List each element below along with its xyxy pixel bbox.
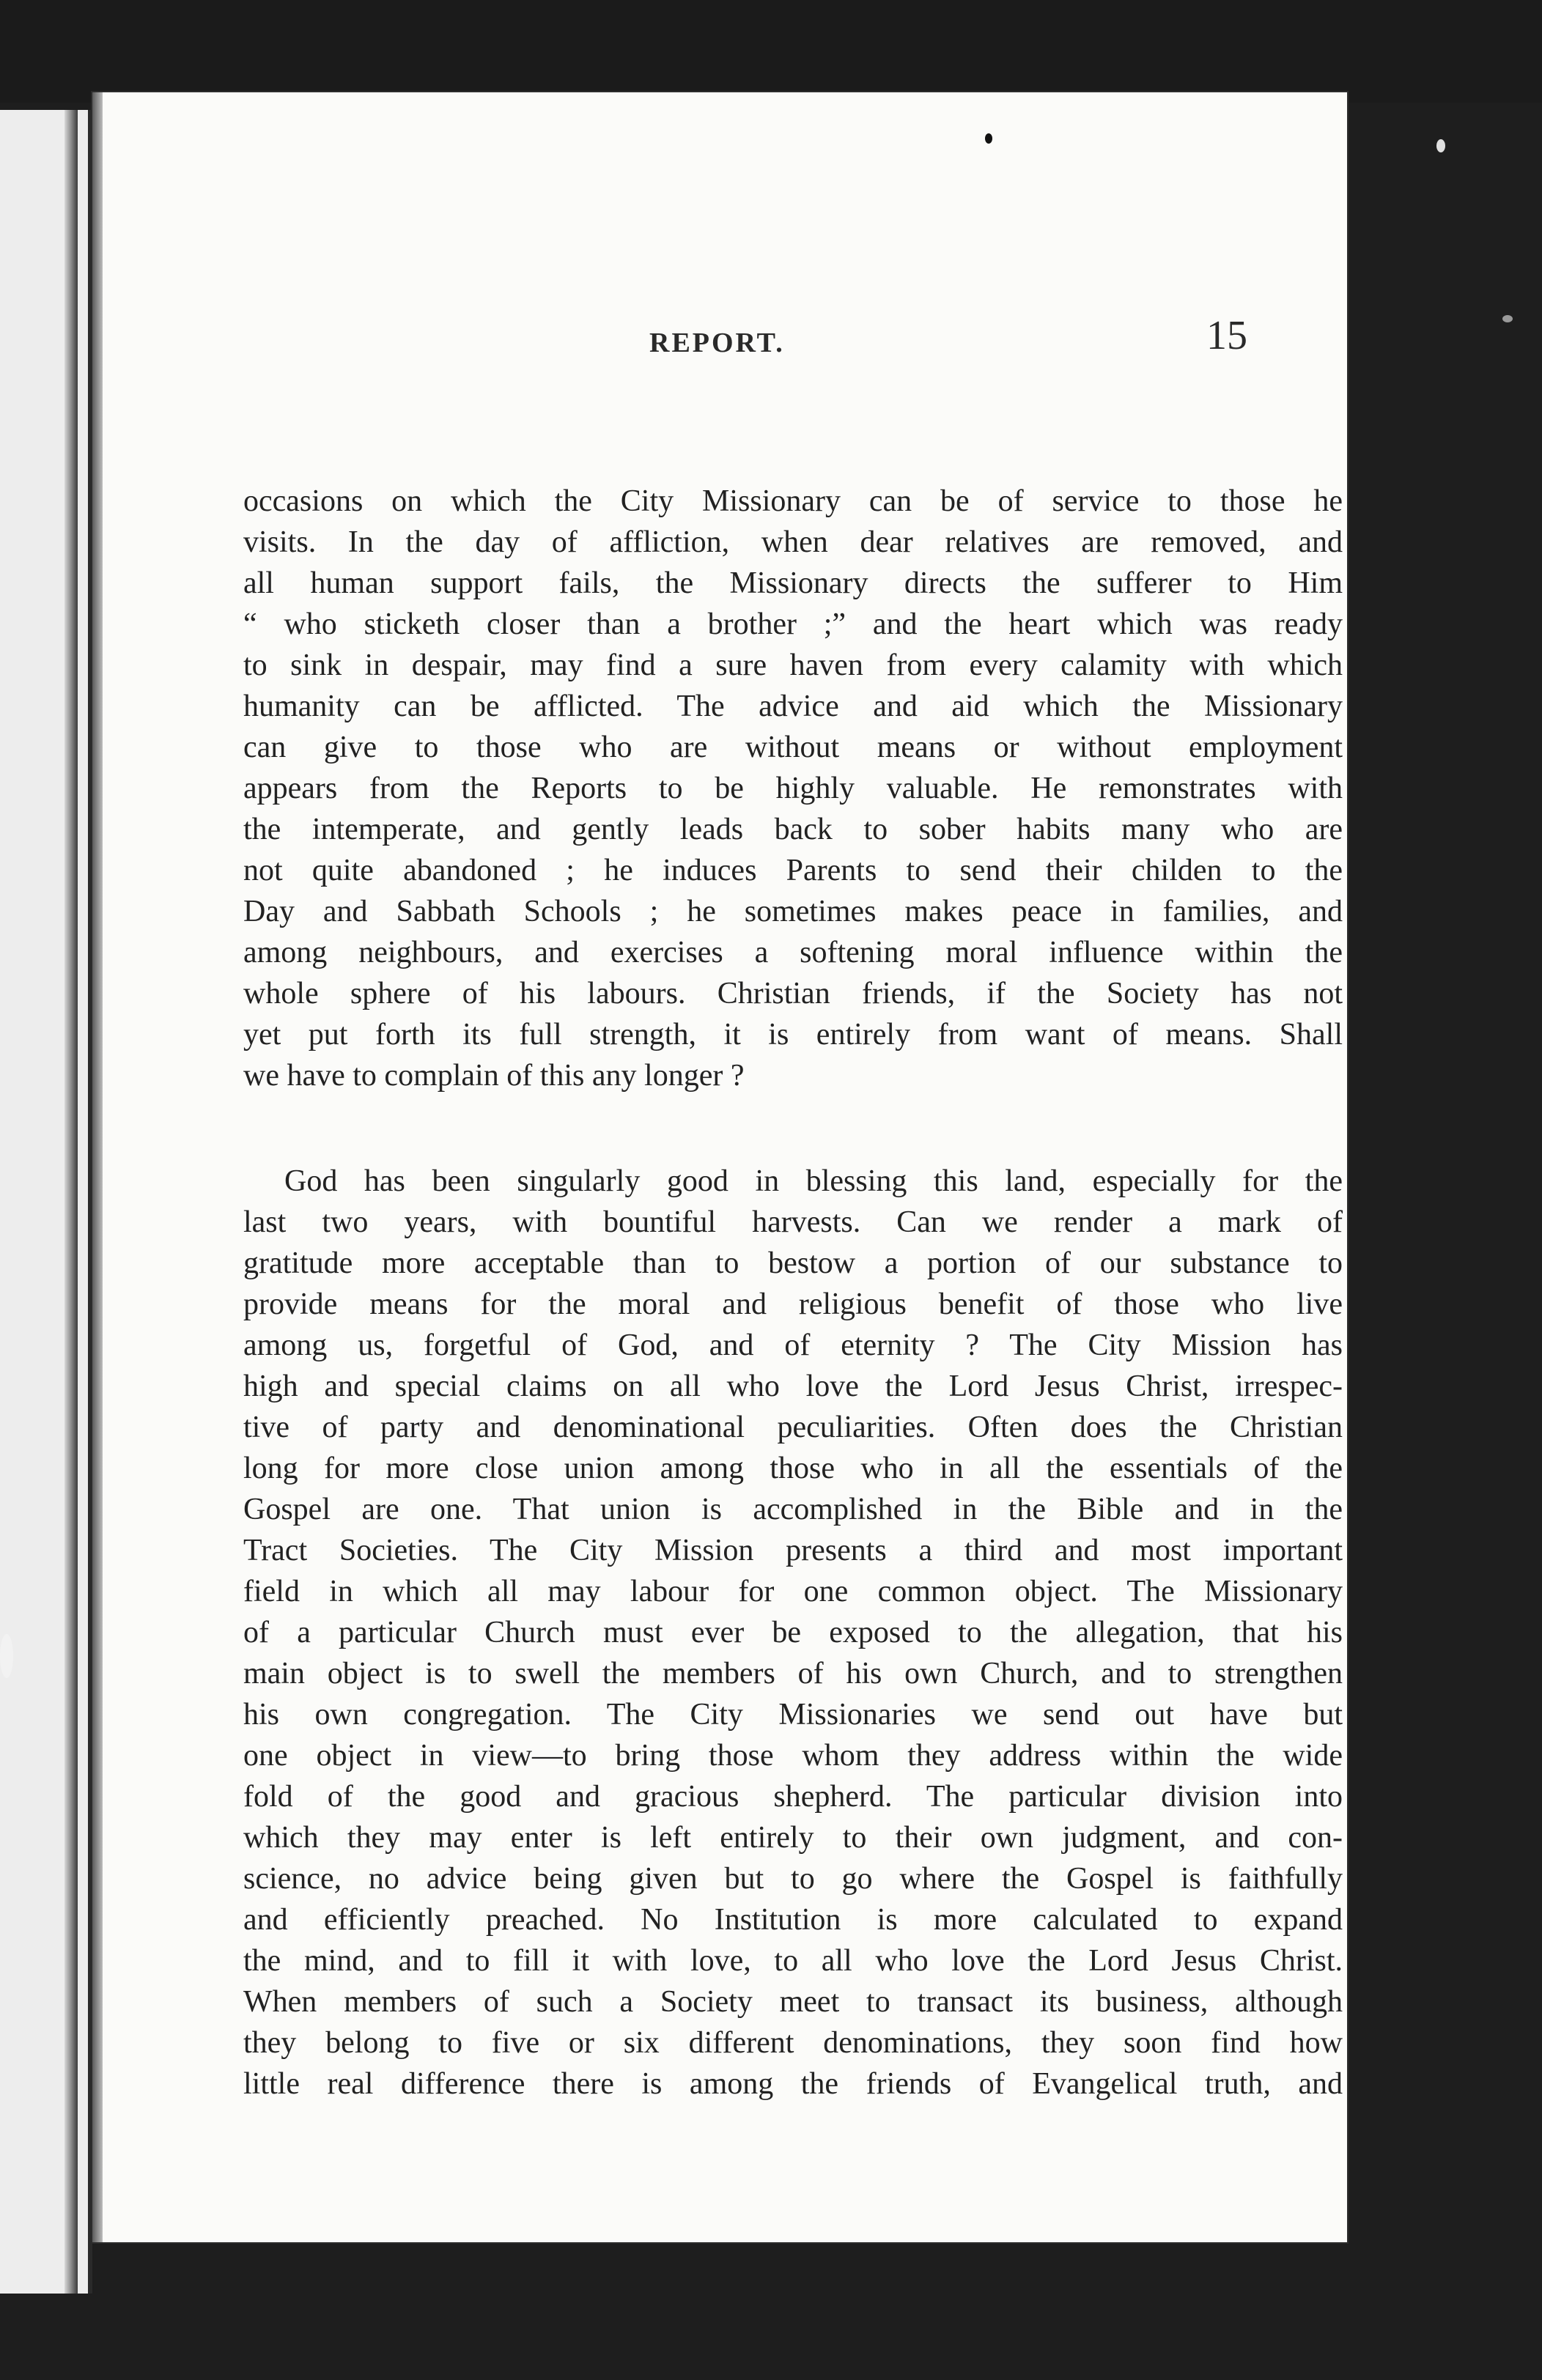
facing-page-edge: [0, 110, 92, 2294]
text-line: provide means for the moral and religious benefit of those who live: [243, 1287, 1343, 1321]
film-speck: [0, 1634, 13, 1678]
paragraph-1: [243, 481, 1343, 1096]
text-line: we have to complain of this any longer ?: [243, 1059, 745, 1093]
text-line: occasions on which the City Missionary can be of service to those he: [243, 484, 1343, 518]
running-header: [92, 312, 1347, 371]
text-line: one object in view—to bring those whom they address within the wide: [243, 1739, 1343, 1773]
text-line: they belong to five or six different denominations, they soon find how: [243, 2026, 1343, 2060]
film-border-top: [0, 0, 1542, 103]
text-line: can give to those who are without means or without employment: [243, 731, 1343, 764]
text-line: last two years, with bountiful harvests. Can we render a mark of: [243, 1205, 1343, 1239]
text-line: his own congregation. The City Missionaries we send out have but: [243, 1698, 1343, 1732]
text-line: science, no advice being given but to go where the Gospel is faithfully: [243, 1862, 1343, 1896]
text-line: little real difference there is among the friends of Evangelical truth, and: [243, 2067, 1343, 2101]
text-line: Gospel are one. That union is accomplished in the Bible and in the: [243, 1493, 1343, 1526]
text-line: all human support fails, the Missionary directs the sufferer to Him: [243, 566, 1343, 600]
text-line: yet put forth its full strength, it is entirely from want of means. Shall: [243, 1018, 1343, 1052]
text-line: God has been singularly good in blessing this land, especially for the: [284, 1164, 1343, 1198]
text-line: whole sphere of his labours. Christian friends, if the Society has not: [243, 977, 1343, 1010]
ink-speck: [985, 133, 992, 144]
text-line: visits. In the day of affliction, when dear relatives are removed, and: [243, 525, 1343, 559]
paragraph-2: [243, 1161, 1343, 2104]
running-title: REPORT.: [649, 328, 785, 358]
text-line: “ who sticketh closer than a brother ;” and the heart which was ready: [243, 607, 1343, 641]
text-line: the mind, and to fill it with love, to all who love the Lord Jesus Christ.: [243, 1944, 1343, 1978]
text-line: Day and Sabbath Schools ; he sometimes makes peace in families, and: [243, 895, 1343, 928]
film-speck: [1436, 139, 1445, 152]
book-gutter: [64, 110, 78, 2294]
text-line: high and special claims on all who love the Lord Jesus Christ, irrespec-: [243, 1370, 1343, 1403]
text-line: tive of party and denominational peculiarities. Often does the Christian: [243, 1411, 1343, 1444]
text-line: not quite abandoned ; he induces Parents to send their childen to the: [243, 854, 1343, 887]
text-line: gratitude more acceptable than to bestow a portion of our substance to: [243, 1246, 1343, 1280]
page-number: 15: [1206, 313, 1247, 358]
text-line: the intemperate, and gently leads back to sober habits many who are: [243, 813, 1343, 846]
text-line: fold of the good and gracious shepherd. The particular division into: [243, 1780, 1343, 1814]
text-line: and efficiently preached. No Institution is more calculated to expand: [243, 1903, 1343, 1937]
page-spine-shadow: [92, 92, 103, 2242]
text-line: appears from the Reports to be highly valuable. He remonstrates with: [243, 772, 1343, 805]
text-line: humanity can be afflicted. The advice and aid which the Missionary: [243, 690, 1343, 723]
text-line: Tract Societies. The City Mission presents a third and most important: [243, 1534, 1343, 1567]
film-speck: [1502, 315, 1513, 322]
text-line: long for more close union among those who in all the essentials of the: [243, 1452, 1343, 1485]
text-line: which they may enter is left entirely to their own judgment, and con-: [243, 1821, 1343, 1855]
text-line: among neighbours, and exercises a softening moral influence within the: [243, 936, 1343, 969]
book-page: [92, 92, 1347, 2242]
text-line: main object is to swell the members of his own Church, and to strengthen: [243, 1657, 1343, 1690]
text-line: When members of such a Society meet to transact its business, although: [243, 1985, 1343, 2019]
text-line: field in which all may labour for one common object. The Missionary: [243, 1575, 1343, 1608]
text-line: to sink in despair, may find a sure haven from every calamity with which: [243, 648, 1343, 682]
text-line: of a particular Church must ever be exposed to the allegation, that his: [243, 1616, 1343, 1649]
text-line: among us, forgetful of God, and of eternity ? The City Mission has: [243, 1328, 1343, 1362]
